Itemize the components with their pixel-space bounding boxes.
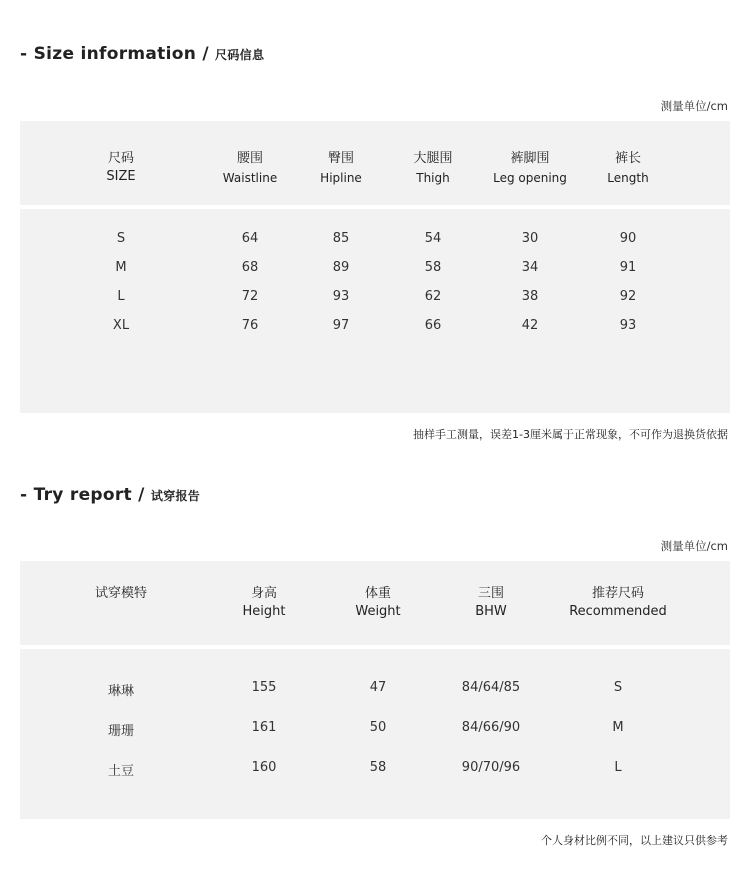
size-col-header-en: Thigh: [416, 171, 450, 185]
size-table-cell: 54: [424, 231, 442, 246]
size-table-cell: M: [115, 260, 127, 275]
try-col-header-en: Recommended: [569, 604, 667, 619]
try-table-body: [20, 649, 730, 819]
size-col-header-en: Leg opening: [493, 171, 567, 185]
size-title-cn: 尺码信息: [215, 48, 265, 62]
size-table-cell: 72: [241, 289, 259, 304]
size-table-cell: 68: [241, 260, 259, 275]
try-table-cell: 珊珊: [107, 724, 135, 739]
try-col-header-cn: 三围: [477, 586, 505, 601]
size-table-cell: 89: [332, 260, 350, 275]
size-table-header: [20, 121, 730, 205]
try-table-cell: 90/70/96: [461, 760, 521, 775]
size-table-cell: 97: [332, 318, 350, 333]
size-col-header-en: Waistline: [222, 171, 278, 185]
try-table-cell: 84/66/90: [461, 720, 521, 735]
size-col-header-en: Length: [607, 171, 649, 185]
size-col-header-en: SIZE: [106, 169, 136, 184]
try-col-header-en: BHW: [475, 604, 507, 619]
size-measure-note: 抽样手工测量，误差1-3厘米属于正常现象，不可作为退换货依据: [413, 428, 728, 441]
try-table-cell: 琳琳: [107, 684, 135, 699]
size-table-cell: 90: [619, 231, 637, 246]
try-table-cell: 47: [369, 680, 387, 695]
try-table-cell: 50: [369, 720, 387, 735]
size-table-cell: 58: [424, 260, 442, 275]
size-table-cell: 38: [521, 289, 539, 304]
size-table-cell: 76: [241, 318, 259, 333]
size-table-cell: 30: [521, 231, 539, 246]
try-col-header-cn: 身高: [250, 586, 278, 601]
try-fit-note: 个人身材比例不同，以上建议只供参考: [541, 834, 728, 847]
size-table-cell: XL: [112, 318, 130, 333]
try-col-header-cn: 体重: [364, 586, 392, 601]
try-unit-label: 测量单位/cm: [660, 539, 728, 553]
size-table-cell: 91: [619, 260, 637, 275]
size-table-body: [20, 209, 730, 413]
try-table-cell: 160: [251, 760, 277, 775]
try-col-header-cn: 推荐尺码: [591, 586, 645, 601]
size-title-en: - Size information /: [20, 44, 209, 64]
try-title-cn: 试穿报告: [150, 489, 201, 503]
size-table-cell: 66: [424, 318, 442, 333]
size-table-cell: 64: [241, 231, 259, 246]
try-table-cell: 84/64/85: [461, 680, 521, 695]
size-col-header-en: Hipline: [320, 171, 362, 185]
size-col-header-cn: 裤脚围: [510, 151, 550, 166]
size-table-cell: 93: [619, 318, 637, 333]
try-table-header: [20, 561, 730, 645]
try-table-cell: L: [614, 760, 622, 775]
size-table-cell: 92: [619, 289, 637, 304]
try-table-cell: 58: [369, 760, 387, 775]
size-col-header-cn: 腰围: [236, 151, 264, 166]
try-col-header-cn: 试穿模特: [94, 586, 148, 601]
size-col-header-cn: 裤长: [614, 151, 642, 166]
size-section-title: [20, 44, 264, 64]
try-table-cell: 土豆: [107, 764, 135, 779]
try-table-cell: S: [613, 680, 623, 695]
try-title-en: - Try report /: [20, 485, 145, 505]
try-table-cell: 161: [251, 720, 277, 735]
size-table-cell: 85: [332, 231, 350, 246]
size-table-cell: 93: [332, 289, 350, 304]
size-table-cell: 62: [424, 289, 442, 304]
size-table-cell: L: [117, 289, 125, 304]
size-col-header-cn: 大腿围: [413, 151, 453, 166]
try-table-cell: M: [612, 720, 624, 735]
size-unit-label: 测量单位/cm: [660, 99, 728, 113]
size-table-cell: 34: [521, 260, 539, 275]
try-col-header-en: Height: [242, 604, 286, 619]
size-col-header-cn: 臀围: [327, 151, 355, 166]
try-section-title: [20, 485, 200, 505]
size-table-cell: 42: [521, 318, 539, 333]
size-table-cell: S: [116, 231, 126, 246]
size-col-header-cn: 尺码: [107, 151, 135, 166]
try-col-header-en: Weight: [355, 604, 401, 619]
try-table-cell: 155: [251, 680, 277, 695]
